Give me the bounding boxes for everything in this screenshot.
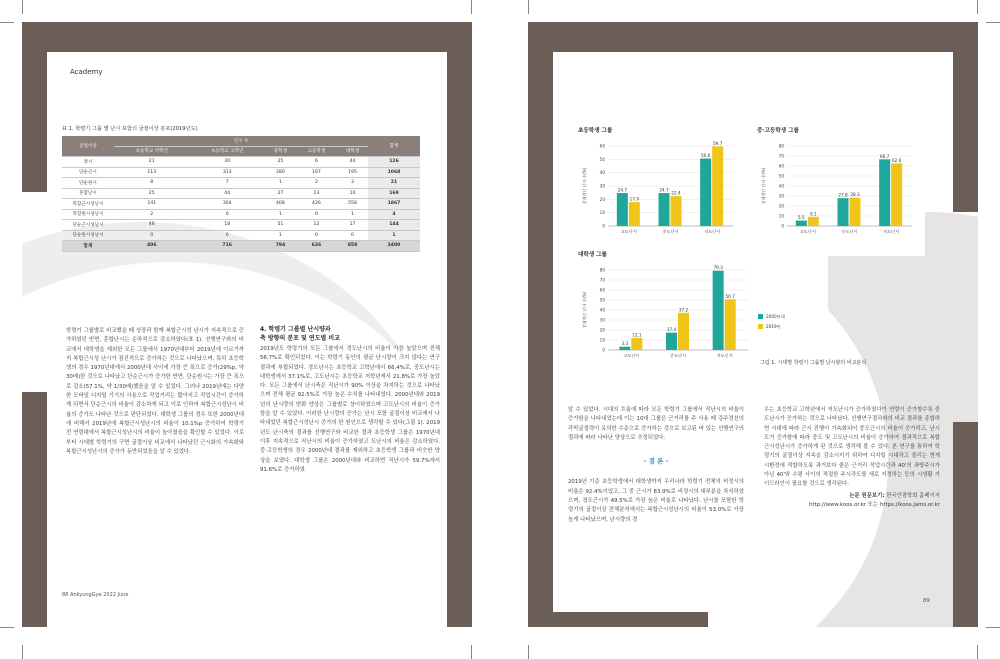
chart-caption: 그림 1. 시대별 학령기 그룹별 난시량의 비교분석 <box>760 360 867 366</box>
table-row-total: 144 <box>368 220 420 231</box>
crop-mark <box>528 0 529 14</box>
crop-mark <box>977 0 978 14</box>
y-tick-label: 30 <box>599 317 605 323</box>
y-tick-label: 80 <box>778 143 784 149</box>
bar <box>631 338 642 350</box>
conclusion-heading: – 결 론 – <box>643 457 669 466</box>
bar <box>850 198 861 226</box>
paragraph: 학령기 그룹별로 비교했을 때 성장과 함께 복합근시성 난시가 지속적으로 증가하였던 반면, 혼합난시는 순차적으로 감소하였다(표 1). 선행연구와의 비교에서 대학생을 제외한 모든 그룹에서 1970년대부터 2019년에 이르기까지 복합근시성 난시가 점진적으로 증가하는 것으로 나타났으며, 특히 초등학생의 경우 1970년대에서 2000년대 사이에 가장 큰 폭으로 증가(29%p, 약 30배)한 것으로 나타났고 단순근시가 증가한 반면, 단순원시는 가장 큰 폭으로 감소(57.1%, 약 1/30배)했음을 알 수 있었다. 그러나 2019년에는 다양한 모바일 디지털 기기의 사용으로 작업거리는 짧아지고 작업시간이 증가하게 되면서 단순근시의 비율이 감소하게 되고 이로 인하여 복합근시성난시 비율의 증가도 나타난 것으로 판단되었다. 대학생 그룹의 경우 또한 2000년대에 비해서 2019년에 복합근시성난시의 비율이 10.1%p 증가하여 학령기 전 연령대에서 복합근시성난시의 비율이 높아졌음을 확인할 수 있었다. 이로부터 시대별 학령기의 구면 굴절이상 비교에서 나타났던 근시화의 가속화와 복합근시성난시의 증가가 동반되었음을 알 수 있었다. <box>66 328 244 455</box>
right-page <box>528 22 978 627</box>
bar <box>838 198 849 226</box>
y-tick-label: 70 <box>778 153 784 159</box>
y-tick-label: 40 <box>778 183 784 189</box>
bar <box>712 146 723 226</box>
table-cell: 27 <box>265 188 296 199</box>
table-cell: 0 <box>114 230 189 241</box>
y-tick-label: 20 <box>599 327 605 333</box>
y-tick-label: 30 <box>599 183 605 189</box>
table-row-total: 4 <box>368 209 420 220</box>
bar <box>796 221 807 227</box>
bar-chart-secondary <box>751 136 921 254</box>
data-label: 50.6 <box>701 153 711 159</box>
page-number: 89 <box>923 598 930 604</box>
refraction-table <box>62 136 420 252</box>
crop-mark <box>471 0 472 14</box>
bar <box>678 313 689 350</box>
table-row <box>62 178 420 189</box>
table-cell: 794 <box>265 241 296 252</box>
bar <box>713 271 724 350</box>
chart-panel <box>568 126 746 256</box>
section-heading: 4. 학령기 그룹별 난시량과 <box>260 326 331 333</box>
side-band <box>22 392 47 627</box>
data-label: 24.7 <box>659 187 669 193</box>
brand-label: Academy <box>70 68 103 76</box>
bar <box>808 217 819 226</box>
table-row <box>62 199 420 210</box>
table-row-label: 복합근시성난시 <box>62 199 114 210</box>
left-page <box>22 22 472 627</box>
table-cell: 1 <box>265 178 296 189</box>
x-tick-label: 고도난시 <box>620 229 637 234</box>
top-band <box>528 22 978 52</box>
y-tick-label: 10 <box>599 210 605 216</box>
table-row-label: 합계 <box>62 241 114 252</box>
y-tick-label: 60 <box>778 163 784 169</box>
legend-swatch <box>758 314 763 319</box>
crop-mark <box>977 645 978 659</box>
table-row-label: 단순근시 <box>62 167 114 178</box>
top-band <box>22 22 472 52</box>
table-row-label: 단순원시 <box>62 178 114 189</box>
y-tick-label: 50 <box>778 173 784 179</box>
table-cell: 406 <box>114 241 189 252</box>
side-band <box>953 422 978 627</box>
table-cell: 51 <box>265 220 296 231</box>
table-cell: 6 <box>296 157 337 168</box>
data-label: 59.7 <box>713 140 723 146</box>
y-tick-label: 10 <box>599 337 605 343</box>
x-tick-label: 중도난시 <box>662 229 679 234</box>
section-heading: 축 방향의 분포 및 연도별 비교 <box>260 335 340 342</box>
side-band <box>953 22 978 212</box>
source-label: 논문 원문보기: <box>849 492 885 499</box>
side-band <box>22 22 47 192</box>
table-cell: 1 <box>337 209 368 220</box>
paragraph: 우는 초등학교 고학년에서 저도난시가 증가하였다가 연령이 증가할수록 중도난시가 증가하는 것으로 나타났다. 선행연구결과와의 비교 결과를 종합하면 시대에 따라 근시 진행이 가속화되어 중도근시의 비율이 증가하고, 난시도가 증가함에 따라 중도 및 고도난시의 비율이 증가하여 결과적으로 복합근시성난시가 증가하게 된 것으로 생각해 볼 수 있다. 본 연구를 통하여 학령기의 굴절이상 지속을 감소시키기 위하여 디지털 시대하고 불리는 현재 시환경에 적합하도록 과거보다 좋은 근거리 작업시간과 40'의 좌방주시가 아닌 40'와 수평 사이의 적절한 주시각도를 새로 지정하는 등의 시생활 가이드라인이 필요할 것으로 생각된다. <box>764 407 940 488</box>
y-tick-label: 60 <box>599 287 605 293</box>
x-tick-label: 저도난시 <box>704 229 721 234</box>
y-tick-label: 80 <box>599 267 605 273</box>
table-cell: 8 <box>114 178 189 189</box>
crop-mark <box>22 0 23 14</box>
table-cell: 304 <box>189 199 264 210</box>
table-cell: 0 <box>337 230 368 241</box>
table-row <box>62 220 420 231</box>
table-subheader: 초등학교 저학년 <box>114 146 189 157</box>
bar <box>617 193 628 226</box>
data-label: 50.7 <box>725 293 735 299</box>
y-tick-label: 70 <box>599 277 605 283</box>
page-footer: 88 AnkyungGye 2022 June <box>62 592 129 598</box>
table-cell: 17 <box>337 220 368 231</box>
table-cell: 18 <box>189 220 264 231</box>
y-axis-label: 상대적인 난시 수(%) <box>582 291 587 329</box>
table-row-total: 169 <box>368 188 420 199</box>
chart-title: 중·고등학생 그룹 <box>757 128 799 134</box>
table-cell: 195 <box>337 167 368 178</box>
data-label: 37.2 <box>678 307 689 313</box>
x-tick-label: 저도난시 <box>716 353 733 358</box>
right-column-2 <box>764 406 940 510</box>
data-label: 3.3 <box>621 341 629 347</box>
source-url[interactable]: http://www.koos.or.kr 또는 https://koos.jams.or.kr <box>809 501 940 508</box>
crop-mark <box>986 627 1000 628</box>
data-label: 17.9 <box>629 196 639 202</box>
paragraph: 2019년도 학령기의 모든 그룹에서 경도난시의 비율이 가장 높았으며 전체 56.7%로 확인되었다. 이는 학령기 동안의 평균 난시량이 크지 않다는 연구 결과에 부합되었다. 경도난시는 초등학교 고학년에서 66.4%로, 중도난시는 대학생에서 37.1%로, 고도난시는 초등학교 저학년에서 21.8%로 가장 높았다. 모든 그룹에서 난시축은 직난시가 90% 이상을 차지하는 것으로 나타났으며 전체 평균 92.5%로 가장 높은 수치를 나타내었다. 2000년대와 2019년의 난시량의 변화 양상은 그룹별로 상이하였으며 고도난시의 비율이 증가함을 알 수 있었다. 이러한 난시량의 증가는 난시 포함 굴절이상 비교에서 나타내었던 복합근시성난시 증가의 한 원인으로 생각할 수 있다(그림 1). 2019년도 난시축의 결과를 선행연구와 비교한 결과 초등학생 그룹은 1970년대 이후 지속적으로 직난시의 비율이 증가하였고 도난시의 비율은 감소하였다. 중·고등학생의 경우 2000년대 결과를 제외하고 초등학생 그룹과 비슷한 양상을 보였다. 대학생 그룹은 2000년대와 비교하면 직난시가 59.7%에서 91.6%로 증가하였 <box>260 346 440 473</box>
y-tick-label: 60 <box>599 143 605 149</box>
y-tick-label: 40 <box>599 170 605 176</box>
x-tick-label: 중도난시 <box>841 229 858 234</box>
source-note <box>764 492 940 501</box>
table-cell: 13 <box>296 188 337 199</box>
table-cell: 2 <box>114 209 189 220</box>
table-cell: 1 <box>265 230 296 241</box>
table-cell: 626 <box>296 241 337 252</box>
table-row-label: 혼합난시 <box>62 188 114 199</box>
bar <box>700 159 711 226</box>
paragraph: 2019년 기준 초등학생에서 대학생까지 우리나라 학령기 전체의 비정시의 비율은 92.4%이었고, 그 중 근시가 83.9%로 비정시의 대부분을 차지하였으며, 경도근시가 49.5%로 가장 높은 비율로 나타났다. 난시를 포함한 학령기의 굴절이상 전체분석에서는 복합근시성난시의 비율이 53.0%로 가장 높게 나타났으며, 난시량의 경 <box>568 479 744 523</box>
y-tick-label: 0 <box>781 223 784 229</box>
table-row-label: 정시 <box>62 157 114 168</box>
table-cell: 0 <box>189 209 264 220</box>
bar <box>725 299 736 350</box>
left-column-2 <box>260 325 440 475</box>
bar <box>671 196 682 226</box>
y-tick-label: 20 <box>599 196 605 202</box>
data-label: 24.7 <box>617 187 627 193</box>
table-subheader: 대학생 <box>337 146 368 157</box>
side-band <box>528 22 553 627</box>
table-row <box>62 209 420 220</box>
table-cell: 1 <box>265 209 296 220</box>
table-cell: 113 <box>114 167 189 178</box>
table-cell: 30 <box>189 157 264 168</box>
bar <box>879 159 890 226</box>
table-cell: 716 <box>189 241 264 252</box>
table-row <box>62 167 420 178</box>
table-cell: 2 <box>296 178 337 189</box>
table-row-label: 복합원시성난시 <box>62 209 114 220</box>
table-subheader: 고등학생 <box>296 146 337 157</box>
legend-label: 2019년 <box>766 324 781 329</box>
table-caption: 표 1. 학령기 그룹 별 난시 포함의 굴절이상 분포(2019년도) <box>62 126 198 132</box>
y-tick-label: 50 <box>599 156 605 162</box>
table-cell: 0 <box>296 230 337 241</box>
data-label: 22.4 <box>671 190 681 196</box>
x-tick-label: 중도난시 <box>669 353 687 358</box>
bar <box>666 333 677 350</box>
table-header-population: 인구 수 <box>114 136 368 146</box>
y-tick-label: 0 <box>602 347 605 353</box>
left-column-1 <box>66 327 244 457</box>
legend-swatch <box>758 324 763 329</box>
table-cell: 313 <box>189 167 264 178</box>
y-tick-label: 20 <box>778 203 784 209</box>
table-row-total: 3400 <box>368 241 420 252</box>
table-subheader: 초등학교 고학년 <box>189 146 264 157</box>
table-cell: 167 <box>296 167 337 178</box>
x-tick-label: 저도난시 <box>883 229 900 234</box>
table-row-total: 1 <box>368 230 420 241</box>
crop-mark <box>528 645 529 659</box>
y-tick-label: 50 <box>599 297 605 303</box>
bar-chart-elementary <box>572 136 742 254</box>
data-label: 62.6 <box>892 157 902 163</box>
table-cell: 25 <box>265 157 296 168</box>
data-label: 79.3 <box>713 265 723 271</box>
x-tick-label: 고도난시 <box>799 229 816 234</box>
y-tick-label: 0 <box>602 223 605 229</box>
data-label: 17.4 <box>666 327 677 333</box>
data-label: 28.3 <box>850 192 860 198</box>
table-cell: 0 <box>296 209 337 220</box>
y-tick-label: 30 <box>778 193 784 199</box>
table-subheader: 중학생 <box>265 146 296 157</box>
bar <box>659 193 670 226</box>
y-tick-label: 10 <box>778 213 784 219</box>
table-row-total: 21 <box>368 178 420 189</box>
y-axis-label: 상대적인 난시 수(%) <box>761 167 766 205</box>
right-column-1 <box>568 406 744 525</box>
table-total-row <box>62 241 420 252</box>
paragraph: 알 수 있었다. 시대의 흐름에 따라 모든 학령기 그룹에서 직난시의 비율이 증가함을 나타내었는데 이는 10대 그룹은 근거리를 주 사용 때 강주경선의 각막굴절력이 유의한 수준으로 증가하는 것으로 보고된 바 있는 선행연구의 결과에 따라 나타난 양상으로 추정되었다. <box>568 407 744 441</box>
bottom-band <box>528 612 708 627</box>
table-cell: 44 <box>189 188 264 199</box>
table-row <box>62 157 420 168</box>
bar <box>891 163 902 226</box>
table-cell: 10 <box>337 188 368 199</box>
table-row-total: 1867 <box>368 199 420 210</box>
table-header-total: 합계 <box>368 136 420 157</box>
table-cell: 44 <box>337 157 368 168</box>
data-label: 9.1 <box>809 211 817 217</box>
y-tick-label: 40 <box>599 307 605 313</box>
crop-mark <box>0 22 14 23</box>
table-cell: 426 <box>296 199 337 210</box>
table-row-total: 1068 <box>368 167 420 178</box>
table-cell: 7 <box>189 178 264 189</box>
data-label: 12.1 <box>632 332 642 338</box>
legend-label: 2000년대 <box>766 314 785 319</box>
table-cell: 0 <box>189 230 264 241</box>
table-cell: 3 <box>337 178 368 189</box>
data-label: 66.7 <box>880 153 890 159</box>
table-cell: 46 <box>114 220 189 231</box>
table-header-refraction: 굴절이상 <box>62 136 114 157</box>
table-cell: 408 <box>265 199 296 210</box>
crop-mark <box>986 22 1000 23</box>
table-row-total: 126 <box>368 157 420 168</box>
table-cell: 558 <box>337 199 368 210</box>
source-text: 한국안광학회 홈페이지 <box>886 492 940 499</box>
data-label: 27.8 <box>838 192 848 198</box>
crop-mark <box>0 627 14 628</box>
table-cell: 25 <box>114 188 189 199</box>
table-row-label: 단순근시성난시 <box>62 220 114 231</box>
crop-mark <box>471 645 472 659</box>
table-row <box>62 230 420 241</box>
table-row <box>62 188 420 199</box>
chart-title: 대학생 그룹 <box>578 252 607 258</box>
bar <box>619 347 630 350</box>
table-cell: 280 <box>265 167 296 178</box>
table-cell: 858 <box>337 241 368 252</box>
chart-panel <box>747 126 925 256</box>
y-axis-label: 상대적인 난시 수(%) <box>582 167 587 205</box>
data-label: 5.5 <box>797 215 805 220</box>
x-tick-label: 고도난시 <box>623 353 640 358</box>
chart-title: 초등학생 그룹 <box>578 128 613 134</box>
bar <box>629 202 640 226</box>
table-cell: 21 <box>114 157 189 168</box>
table-cell: 141 <box>114 199 189 210</box>
table-row-label: 단순원시성난시 <box>62 230 114 241</box>
side-band <box>447 22 472 627</box>
crop-mark <box>22 645 23 659</box>
table-cell: 12 <box>296 220 337 231</box>
